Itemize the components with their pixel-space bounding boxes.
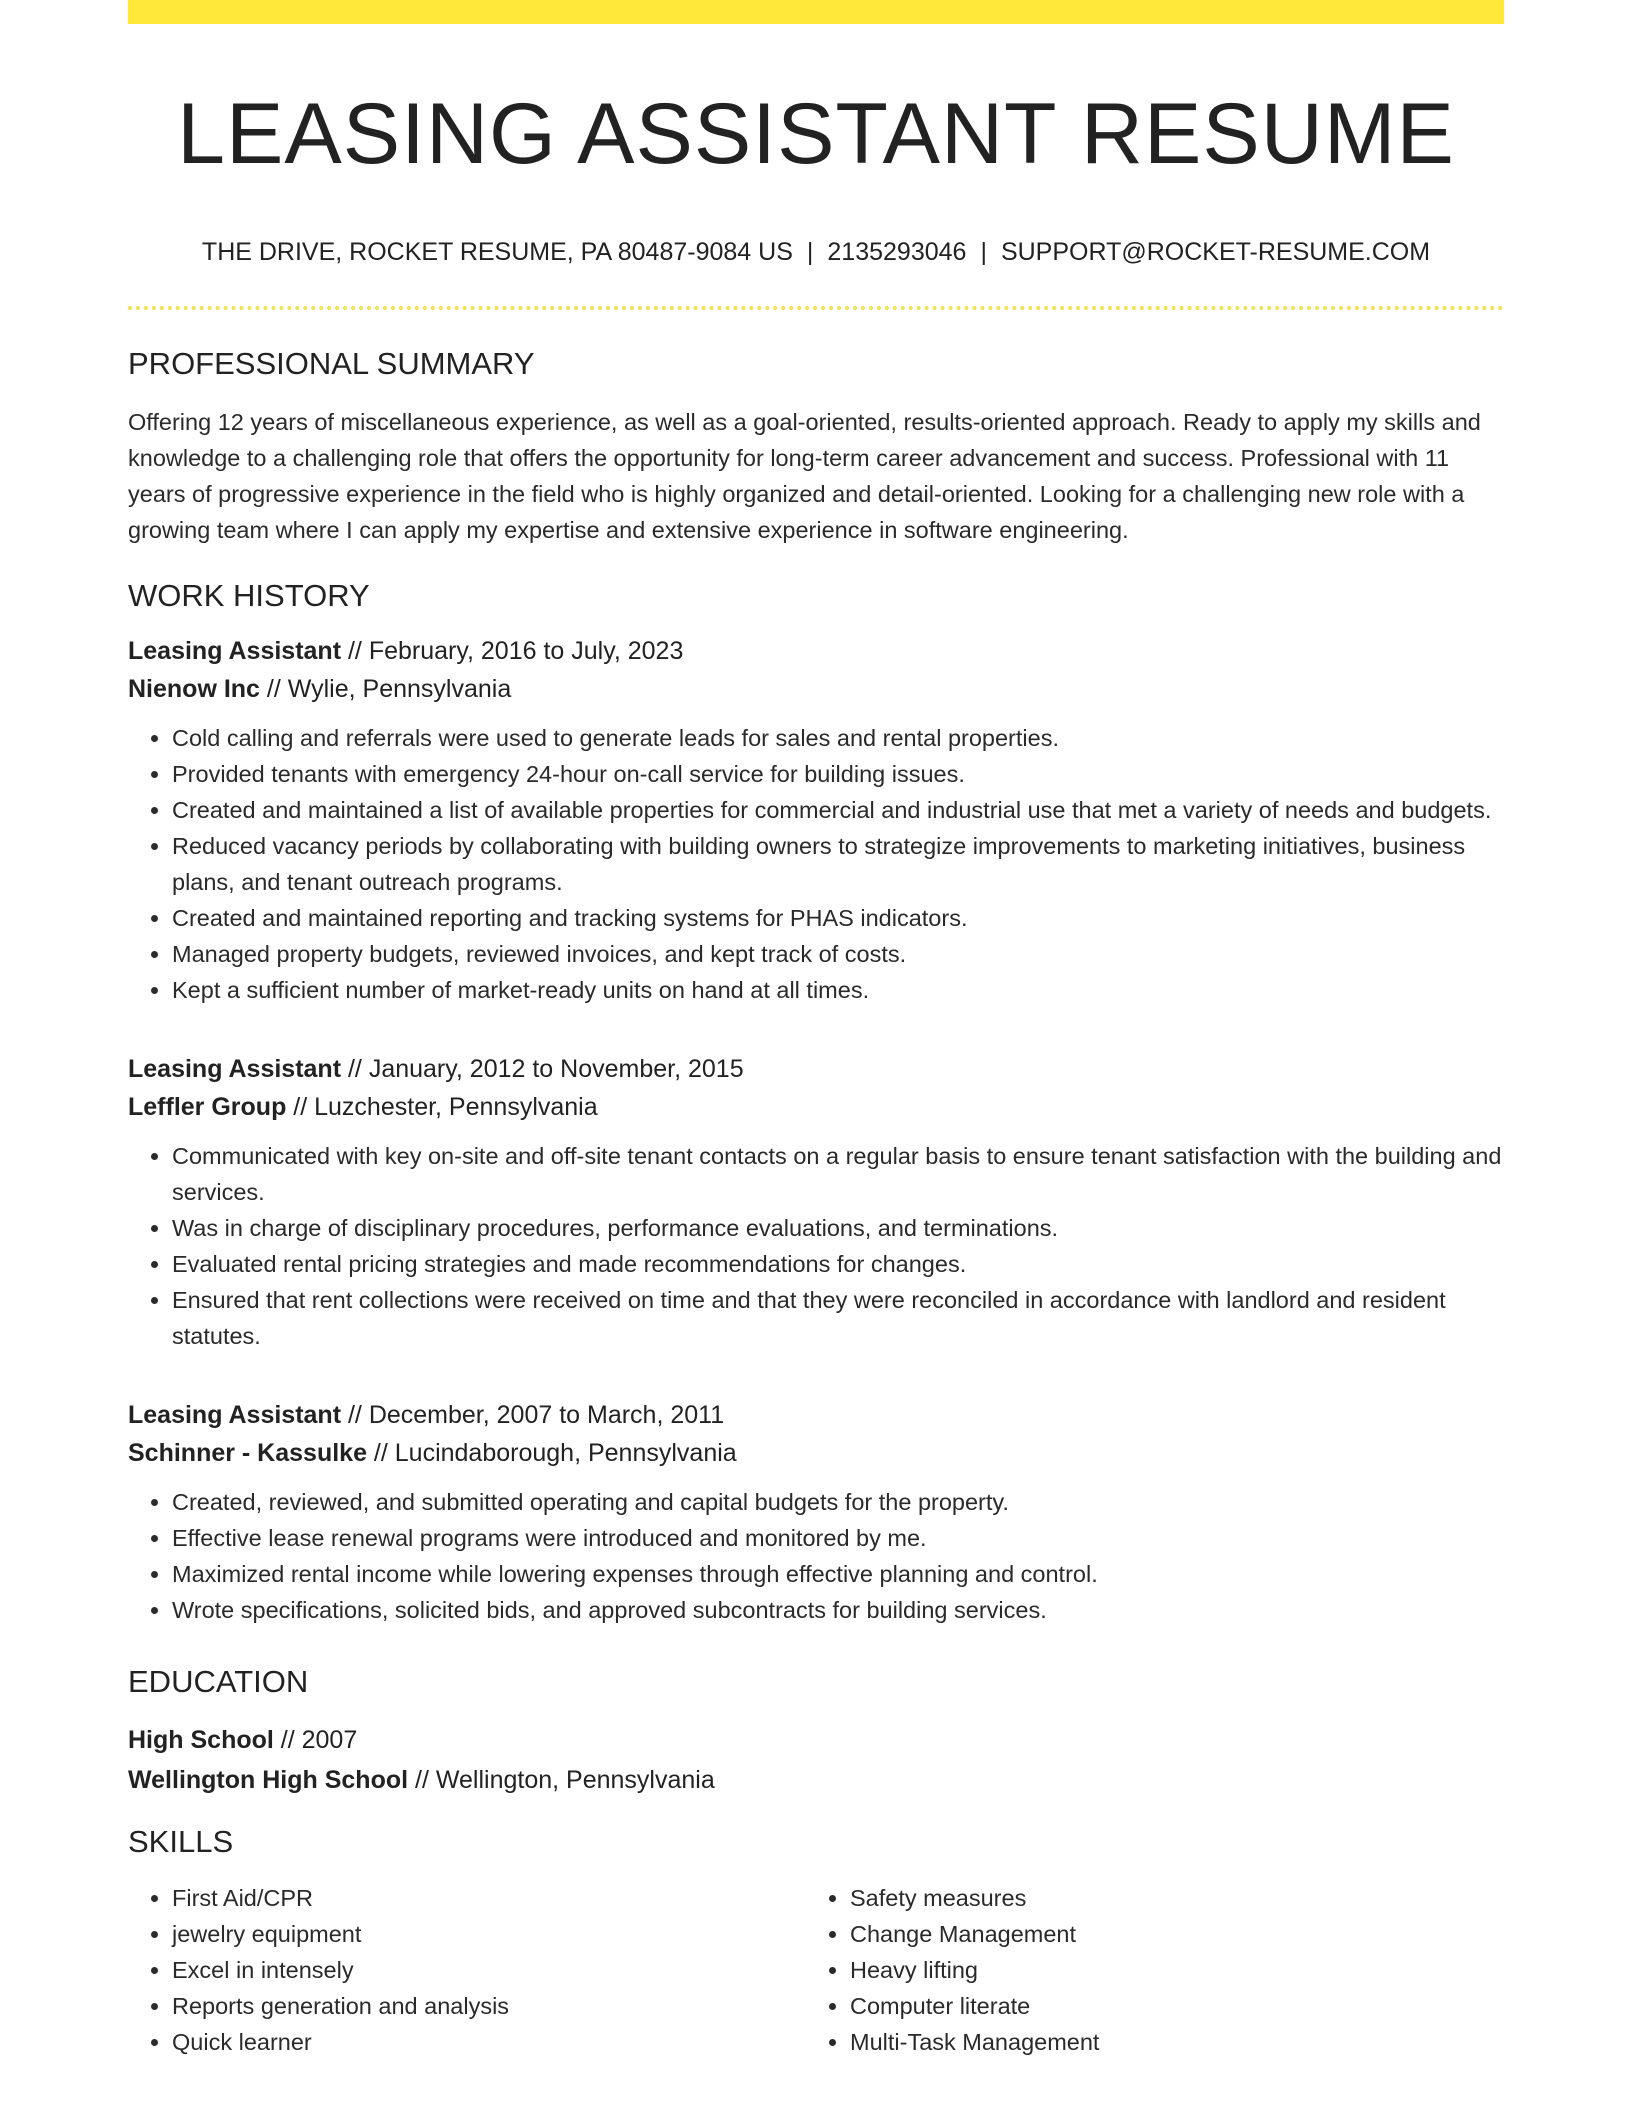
duty-item: • Wrote specifications, solicited bids, and approved subcontracts for building services.: [172, 1592, 1504, 1628]
skill-item: • Computer literate: [850, 1988, 1484, 2024]
job-role: Leasing Assistant: [128, 637, 342, 665]
education-heading: EDUCATION: [128, 1664, 309, 1699]
duty-item: • Created and maintained a list of available properties for commercial and industrial use that met a variety of needs and budgets.: [172, 792, 1504, 828]
skill-item: • Multi-Task Management: [850, 2024, 1484, 2060]
skill-item: • First Aid/CPR: [172, 1880, 806, 1916]
job-company-line: [128, 670, 1504, 708]
contact-separator: |: [980, 238, 987, 266]
resume-page: [128, 0, 1504, 2060]
job-company-line: [128, 1434, 1504, 1472]
job-dates: // February, 2016 to July, 2023: [341, 637, 684, 665]
skills-column-left: [128, 1880, 806, 2060]
job-entry: [128, 632, 1504, 1008]
duty-item: • Was in charge of disciplinary procedures, performance evaluations, and terminations.: [172, 1210, 1504, 1246]
job-title-line: [128, 1396, 1504, 1434]
accent-bar: [128, 0, 1504, 24]
job-duties: [128, 1138, 1504, 1354]
contact-separator: |: [806, 238, 814, 266]
contact-address: THE DRIVE, ROCKET RESUME, PA 80487-9084 US: [201, 238, 793, 266]
contact-phone: 2135293046: [827, 238, 967, 266]
job-entry: [128, 1396, 1504, 1628]
job-company: Leffler Group: [128, 1093, 287, 1121]
job-role: Leasing Assistant: [128, 1055, 342, 1083]
skill-item: • Quick learner: [172, 2024, 806, 2060]
job-title-line: [128, 632, 1504, 670]
job-company: Schinner - Kassulke: [128, 1439, 367, 1467]
job-entry: [128, 1050, 1504, 1354]
duty-item: • Maximized rental income while lowering expenses through effective planning and control.: [172, 1556, 1504, 1592]
education-degree: High School: [128, 1726, 274, 1754]
duty-item: • Created, reviewed, and submitted operating and capital budgets for the property.: [172, 1484, 1504, 1520]
duty-item: • Evaluated rental pricing strategies and made recommendations for changes.: [172, 1246, 1504, 1282]
education-school: Wellington High School: [128, 1766, 409, 1794]
education-location: // Wellington, Pennsylvania: [408, 1766, 715, 1794]
job-dates: // January, 2012 to November, 2015: [341, 1055, 744, 1083]
job-duties: [128, 720, 1504, 1008]
duty-item: • Ensured that rent collections were received on time and that they were reconciled in accordance with landlord and resident statutes.: [172, 1282, 1504, 1354]
skill-item: • Excel in intensely: [172, 1952, 806, 1988]
duty-item: • Effective lease renewal programs were introduced and monitored by me.: [172, 1520, 1504, 1556]
skills-column-right: [806, 1880, 1484, 2060]
job-company-line: [128, 1088, 1504, 1126]
job-location: // Lucindaborough, Pennsylvania: [366, 1439, 737, 1467]
work-history-heading: WORK HISTORY: [128, 578, 370, 613]
resume-title: LEASING ASSISTANT RESUME: [177, 86, 1455, 182]
job-location: // Luzchester, Pennsylvania: [286, 1093, 598, 1121]
skill-item: • Heavy lifting: [850, 1952, 1484, 1988]
skill-item: • Reports generation and analysis: [172, 1988, 806, 2024]
education-entry: [128, 1720, 1504, 1800]
education-degree-line: [128, 1720, 1504, 1760]
education-year: // 2007: [273, 1726, 358, 1754]
duty-item: • Reduced vacancy periods by collaborating with building owners to strategize improvements to marketing initiatives, business plans, and tenant outreach programs.: [172, 828, 1504, 900]
job-location: // Wylie, Pennsylvania: [259, 675, 512, 703]
contact-line: [128, 236, 1504, 268]
summary-text: Offering 12 years of miscellaneous experience, as well as a goal-oriented, results-oriented approach. Ready to apply my skills and knowledge to a challenging role that offers the opportunity for long-term career advancement and success. Professional with 11 years of progressive experience in the field who is highly organized and detail-oriented. Looking for a challenging new role with a growing team where I can apply my expertise and extensive experience in software engineering.: [128, 409, 1481, 543]
duty-item: • Created and maintained reporting and tracking systems for PHAS indicators.: [172, 900, 1504, 936]
job-title-line: [128, 1050, 1504, 1088]
skill-item: • Safety measures: [850, 1880, 1484, 1916]
job-dates: // December, 2007 to March, 2011: [341, 1401, 725, 1429]
header-divider: [128, 306, 1504, 310]
skill-item: • jewelry equipment: [172, 1916, 806, 1952]
skills-grid: [128, 1880, 1504, 2060]
duty-item: • Communicated with key on-site and off-site tenant contacts on a regular basis to ensure tenant satisfaction with the building and services.: [172, 1138, 1504, 1210]
duty-item: • Kept a sufficient number of market-ready units on hand at all times.: [172, 972, 1504, 1008]
job-duties: [128, 1484, 1504, 1628]
skills-heading: SKILLS: [128, 1824, 234, 1859]
job-role: Leasing Assistant: [128, 1401, 342, 1429]
duty-item: • Provided tenants with emergency 24-hour on-call service for building issues.: [172, 756, 1504, 792]
duty-item: • Cold calling and referrals were used to generate leads for sales and rental properties.: [172, 720, 1504, 756]
skill-item: • Change Management: [850, 1916, 1484, 1952]
job-company: Nienow Inc: [128, 675, 260, 703]
summary-heading: PROFESSIONAL SUMMARY: [128, 346, 535, 381]
education-school-line: [128, 1760, 1504, 1800]
contact-email: SUPPORT@ROCKET-RESUME.COM: [1000, 238, 1431, 266]
duty-item: • Managed property budgets, reviewed invoices, and kept track of costs.: [172, 936, 1504, 972]
